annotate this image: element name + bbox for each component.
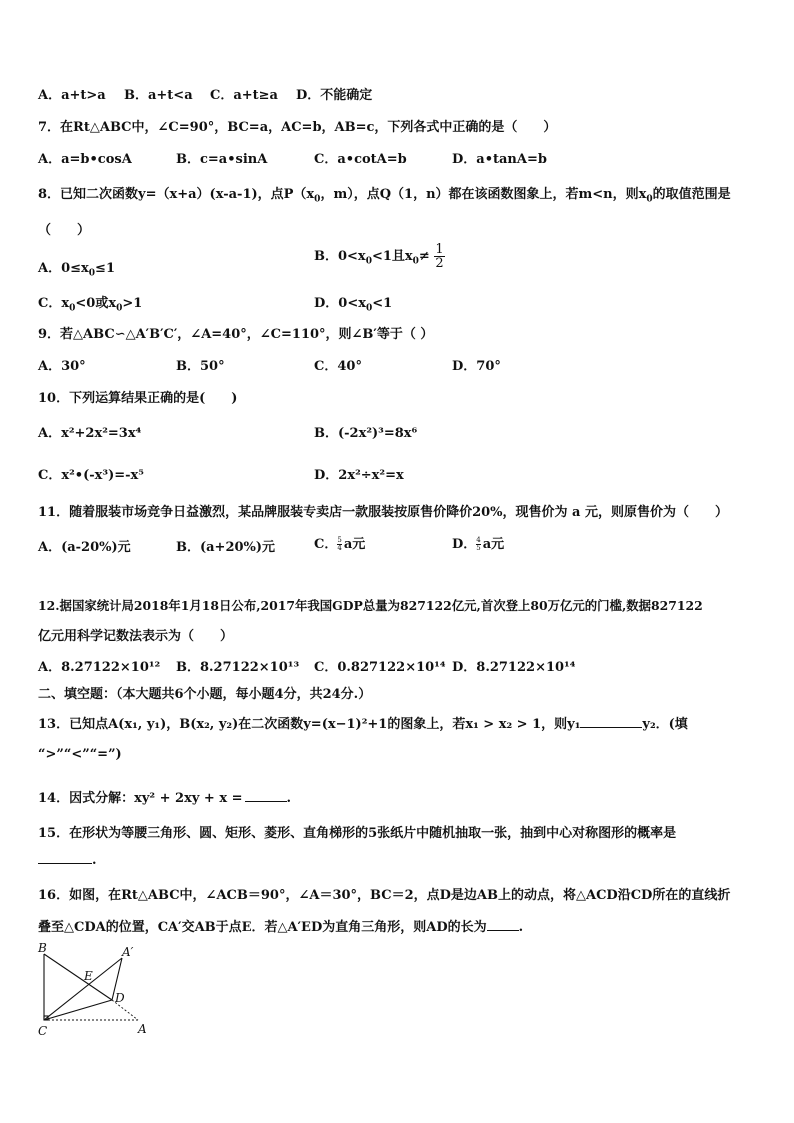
q12-option-c: C．0.827122×10¹⁴: [314, 660, 446, 675]
label-d: D: [115, 991, 125, 1005]
q6-option-a: A．a+t>a: [38, 88, 106, 103]
q14-answer-blank[interactable]: [245, 801, 287, 802]
q16-stem-line2: 叠至△CDA的位置，CA′交AB于点E．若△A′ED为直角三角形，则AD的长为 .: [38, 920, 524, 935]
q13-stem-line1: 13．已知点A(x₁, y₁)，B(x₂, y₂)在二次函数y=(x−1)²+1的图象上，若x₁ > x₂ > 1，则y₁ y₂．(填: [38, 717, 688, 732]
q8-stem: 8．已知二次函数y=（x+a）(x-a-1)，点$P(x_0$，m），点Q（1，n）都在该函数图象上，若m<n，则$x_0$的取值范围是: [38, 187, 731, 205]
q16-stem-line1: 16．如图，在Rt△ABC中，∠ACB＝90°，∠A＝30°，BC＝2，点D是边AB上的动点，将△ACD沿CD所在的直线折: [38, 888, 731, 903]
q15-answer-line: .: [38, 853, 97, 868]
label-e: E: [84, 969, 93, 983]
q8-b-fraction: $\frac{1}{2}$: [435, 242, 444, 271]
q14-stem: 14．因式分解：xy² + 2xy + x = .: [38, 791, 292, 806]
q15-stem: 15．在形状为等腰三角形、圆、矩形、菱形、直角梯形的5张纸片中随机抽取一张，抽到中心对称图形的概率是: [38, 826, 677, 841]
q11-option-d: D． $\frac{4}{5}$ a元: [452, 536, 505, 552]
q12-option-a: A．8.27122×10¹²: [38, 660, 161, 675]
q7-option-c: C．a•cotA=b: [314, 152, 407, 167]
q13-answer-blank[interactable]: [580, 727, 642, 728]
q7-option-d: D．a•tanA=b: [452, 152, 547, 167]
q9-stem: 9．若△ABC∽△A′B′C′，∠A=40°，∠C=110°，则∠B′等于（ ）: [38, 327, 434, 342]
q10-stem: 10．下列运算结果正确的是( ): [38, 391, 238, 406]
q12-stem-line1: 12.据国家统计局2018年1月18日公布,2017年我国GDP总量为827122亿元,首次登上80万亿元的门槛,数据827122: [38, 598, 703, 613]
q8-option-a: A．$0\le x_0\le 1$: [38, 261, 115, 279]
q11-d-fraction: $\frac{4}{5}$: [476, 536, 481, 552]
q7-option-a: A．a=b•cosA: [38, 152, 132, 167]
q10-option-a: A．x²+2x²=3x⁴: [38, 426, 142, 441]
q11-stem: 11．随着服装市场竞争日益激烈，某品牌服装专卖店一款服装按原售价降价20%，现售价为 a 元，则原售价为（ ）: [38, 505, 729, 520]
line-ca-prime: [44, 958, 122, 1020]
label-b: B: [38, 941, 47, 955]
q9-option-c: C．40°: [314, 359, 362, 374]
q11-option-b: B．(a+20%)元: [176, 540, 276, 555]
line-cd: [44, 1000, 112, 1020]
q11-option-c: C． $\frac{5}{4}$ a元: [314, 536, 366, 552]
q10-option-b: B．(-2x²)³=8x⁶: [314, 426, 418, 441]
q15-answer-blank[interactable]: [38, 863, 92, 864]
q6-option-c: C．a+t≥a: [210, 88, 278, 103]
q6-option-b: B．a+t<a: [124, 88, 193, 103]
q11-c-fraction: $\frac{5}{4}$: [337, 536, 342, 552]
q6-option-d: D．不能确定: [296, 88, 373, 103]
label-a: A: [138, 1022, 147, 1036]
q10-option-d: D．2x²÷x²=x: [314, 468, 404, 483]
q16-answer-blank[interactable]: [487, 930, 519, 931]
section-2-title: 二、填空题：（本大题共6个小题，每小题4分，共24分.）: [38, 687, 372, 702]
q7-option-b: B．c=a•sinA: [176, 152, 268, 167]
q8-stem-cont: （ ）: [38, 223, 91, 238]
q9-option-d: D．70°: [452, 359, 501, 374]
q8-option-b: B．$0<x_0<1$且$x_0\ne$ $\frac{1}{2}$: [314, 242, 444, 271]
q7-stem: 7．在Rt△ABC中，∠C=90°，BC=a，AC=b，AB=c，下列各式中正确的是（ ）: [38, 120, 557, 135]
q13-stem-line2: “>”“<”“=”): [38, 747, 122, 762]
q12-option-b: B．8.27122×10¹³: [176, 660, 300, 675]
label-c: C: [38, 1024, 48, 1038]
label-a-prime: A′: [122, 945, 134, 959]
q8-option-d: D．$0<x_0<1$: [314, 296, 393, 314]
q12-option-d: D．8.27122×10¹⁴: [452, 660, 576, 675]
q8-option-c: C．$x_0<0$或$x_0>1$: [38, 296, 143, 314]
q11-option-a: A．(a-20%)元: [38, 540, 131, 555]
q16-figure: [34, 940, 164, 1040]
q9-option-a: A．30°: [38, 359, 86, 374]
q9-option-b: B．50°: [176, 359, 225, 374]
q10-option-c: C．x²•(-x³)=-x⁵: [38, 468, 144, 483]
q12-stem-line2: 亿元用科学记数法表示为（ ）: [38, 629, 234, 644]
